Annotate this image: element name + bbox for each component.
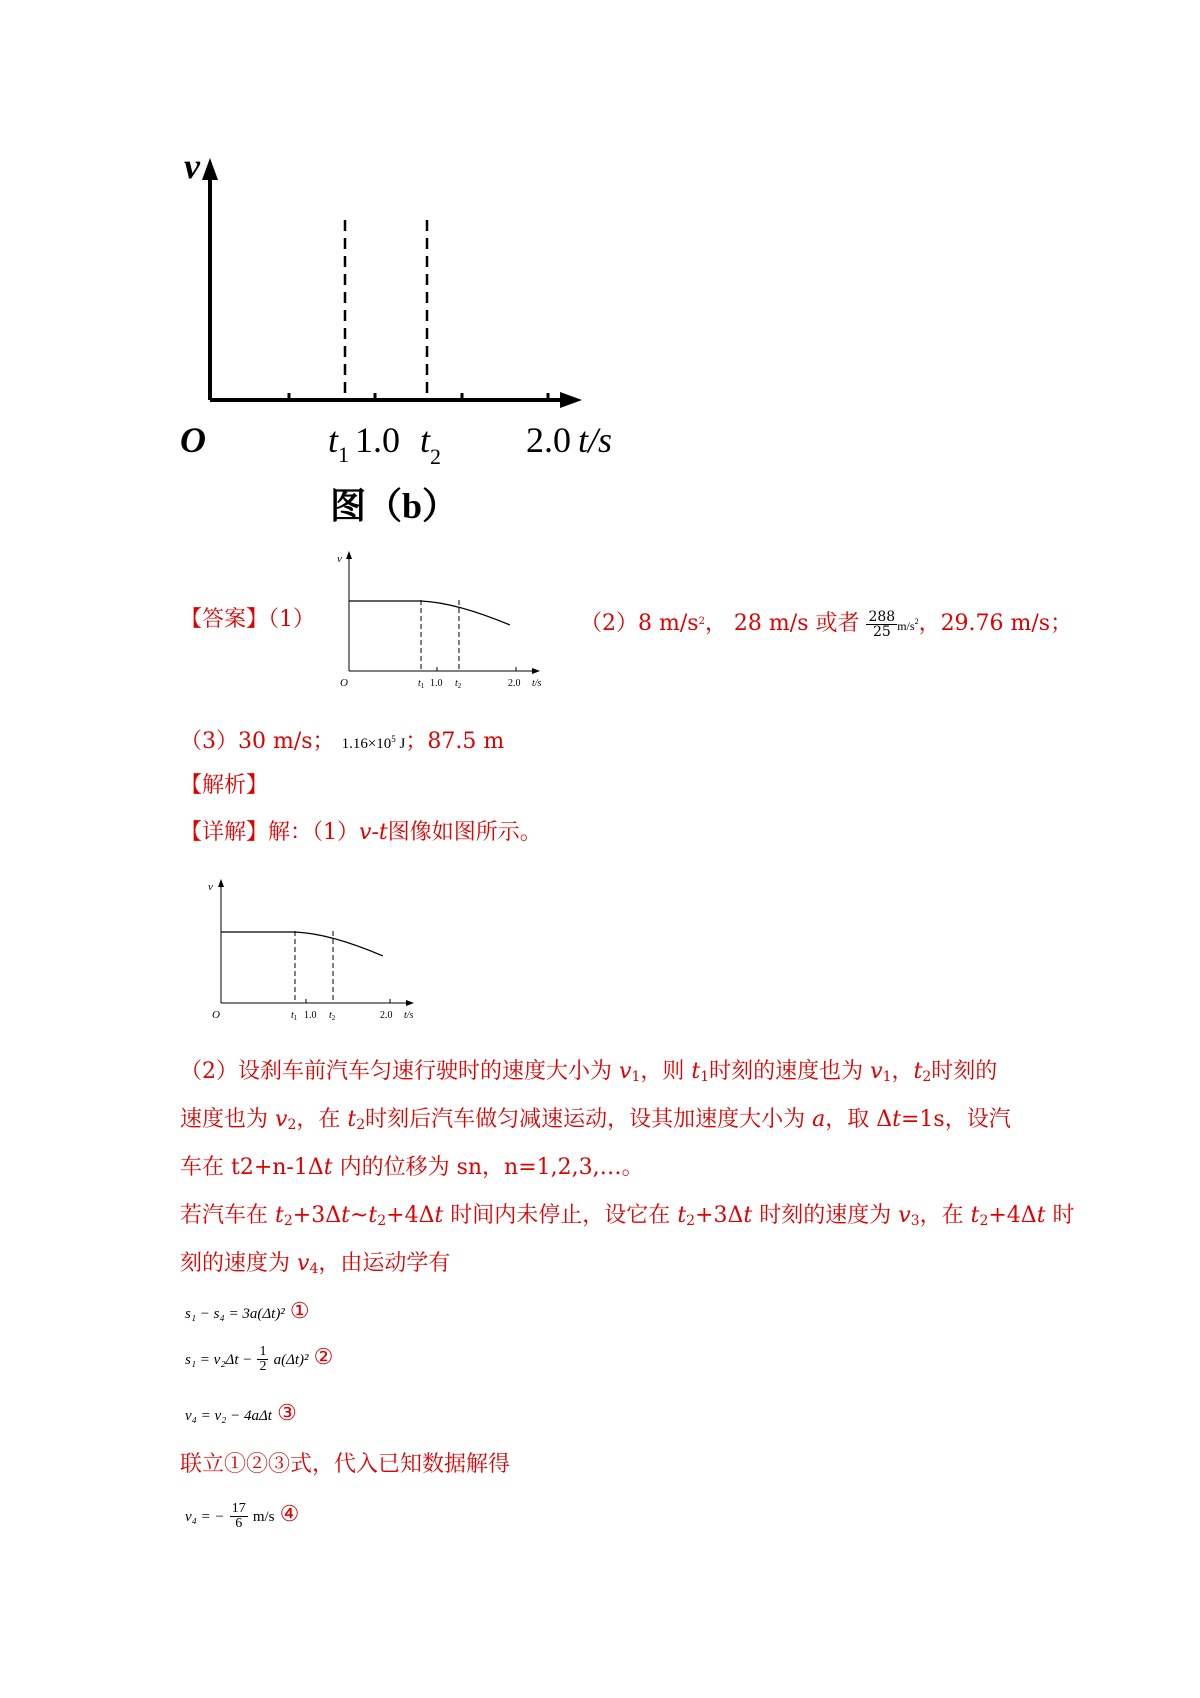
answer-graph <box>334 548 564 696</box>
x-axis-label: t/s <box>404 1010 414 1021</box>
tick-label-1: 1.0 <box>430 678 443 689</box>
y-axis-arrow <box>346 551 352 559</box>
answer-tag: 【答案】 <box>180 607 269 632</box>
eq1-marker: ① <box>289 1299 310 1324</box>
eq2-marker: ② <box>313 1345 334 1370</box>
answer-label <box>180 605 315 635</box>
detail-line: 【详解】解：（1）v-t图像如图所示。 <box>180 820 542 845</box>
answer-part3: （3）30 m/s； $1.16\times 10^5$ J；87.5 m <box>180 729 505 754</box>
para2-line1: （2）设刹车前汽车匀速行驶时的速度大小为 $v_1$，则 $t_1$时刻的速度也为 $v_1$，$t_2$时刻的 <box>180 1059 998 1085</box>
fraction-1-2: $\frac{1}{2}$ <box>259 1344 267 1374</box>
tick-label-2: 2.0 <box>526 420 571 460</box>
y-axis-arrow <box>202 158 218 180</box>
answer-part2: （2）8 $m/s^2$， 28 m/s 或者 $\frac{288}{25}$ $m/s^2$，29.76 m/s； <box>580 608 1073 640</box>
energy-value: $1.16\times 10^5$ J <box>341 734 406 752</box>
para2-line2: 速度也为 $v_2$，在 $t_2$时刻后汽车做匀减速运动，设其加速度大小为 a，取 Δt=1s，设汽 <box>180 1107 1011 1133</box>
origin-label: O <box>212 1009 220 1021</box>
t2-label: $t_2$ <box>455 678 462 690</box>
combine-line: 联立①②③式，代入已知数据解得 <box>180 1452 511 1477</box>
t1-label: $t_1$ <box>291 1010 298 1022</box>
y-axis-label: v <box>208 881 213 893</box>
t2-label: $t_2$ <box>420 420 442 469</box>
t1-label: $t_1$ <box>418 678 425 690</box>
figure-b <box>180 150 650 530</box>
tick-label-2: 2.0 <box>508 678 521 689</box>
t1-label: $t_1$ <box>328 420 350 467</box>
eq3-marker: ③ <box>277 1401 297 1426</box>
origin-label: O <box>340 677 348 689</box>
fraction-288-25: $\frac{288}{25}$ <box>868 608 896 640</box>
equation-1: s₁ − s₄ = 3a(Δt)² ① <box>185 1299 310 1324</box>
equation-4: v₄ = − $\frac{17}{6}$ m/s ④ <box>185 1501 300 1531</box>
x-axis-label: t/s <box>532 678 542 689</box>
x-axis-label: t/s <box>578 420 613 460</box>
tick-label-2: 2.0 <box>380 1010 393 1021</box>
figure-caption: 图（b） <box>330 486 459 526</box>
x-axis-arrow <box>532 668 540 674</box>
eq4-marker: ④ <box>279 1502 300 1527</box>
para2-line4: 若汽车在 $t_2+3\Delta t\sim t_2+4\Delta t$ 时间内未停止，设它在 $t_2+3\Delta t$ 时刻的速度为 $v_3$，在 $t_2+4\Delta t$ 时 <box>180 1203 1075 1229</box>
answer-part1: （1） <box>268 607 316 632</box>
equation-3: v₄ = v₂ − 4aΔt ③ <box>185 1401 297 1426</box>
analysis-label: 【解析】 <box>180 773 269 798</box>
x-axis-arrow <box>406 1000 414 1006</box>
y-axis-label: v <box>184 150 200 186</box>
velocity-curve <box>349 601 510 625</box>
fraction-17-6: $\frac{17}{6}$ <box>231 1501 246 1531</box>
equation-2: s₁ = v₂Δt − $\frac{1}{2}$ a(Δt)² ② <box>185 1344 334 1374</box>
detail-graph <box>200 875 440 1027</box>
y-axis-label: v <box>337 553 342 565</box>
para2-line5: 刻的速度为 $v_4$，由运动学有 <box>180 1251 451 1277</box>
velocity-curve <box>221 932 383 956</box>
y-axis-arrow <box>218 879 224 887</box>
para2-line3: 车在 t2+n-1Δt 内的位移为 sn，n=1,2,3,…。 <box>180 1155 644 1180</box>
t2-label: $t_2$ <box>329 1010 336 1022</box>
origin-label: O <box>180 420 206 460</box>
x-axis-arrow <box>560 392 582 408</box>
tick-label-1: 1.0 <box>355 420 400 460</box>
tick-label-1: 1.0 <box>304 1010 317 1021</box>
